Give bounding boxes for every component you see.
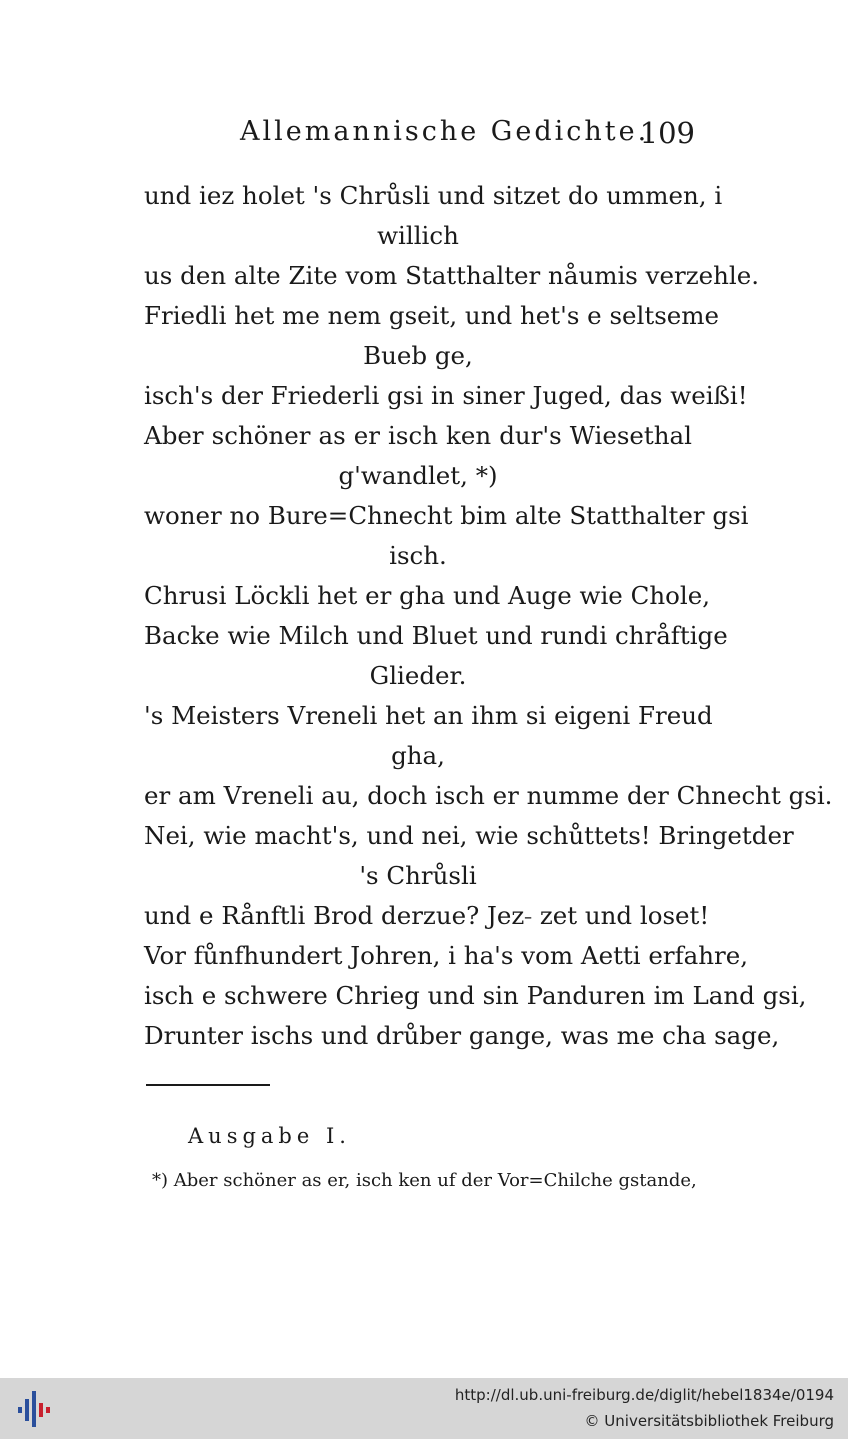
footnote-text: *) Aber schöner as er, isch ken uf der Vor=Chilche gstande, bbox=[152, 1170, 697, 1191]
verse-line: isch e schwere Chrieg und sin Panduren im Land gsi, bbox=[144, 981, 807, 1010]
edition-label: Ausgabe I. bbox=[188, 1124, 351, 1148]
page-number: 109 bbox=[639, 116, 695, 150]
verse-line-continuation: 's Chrůsli bbox=[359, 861, 477, 890]
verse-line: und e Rånftli Brod derzue? Jez ̵ zet und loset! bbox=[144, 901, 710, 930]
verse-line: Drunter ischs und drůber gange, was me cha sage, bbox=[144, 1021, 780, 1050]
verse-line: isch's der Friederli gsi in siner Juged, das weißi! bbox=[144, 381, 748, 410]
verse-line-continuation: Glieder. bbox=[369, 661, 467, 690]
verse-line: und iez holet 's Chrůsli und sitzet do ummen, i bbox=[144, 181, 723, 210]
ub-freiburg-logo-icon[interactable] bbox=[14, 1389, 54, 1429]
verse-line-continuation: willich bbox=[377, 221, 459, 250]
verse-line: er am Vreneli au, doch isch er numme der Chnecht gsi. bbox=[144, 781, 833, 810]
footer-bar bbox=[0, 1378, 848, 1439]
verse-line: Nei, wie macht's, und nei, wie schůttets! Bringetder bbox=[144, 821, 794, 850]
verse-line: 's Meisters Vreneli het an ihm si eigeni Freud bbox=[144, 701, 713, 730]
verse-line: woner no Bure=Chnecht bim alte Statthalter gsi bbox=[144, 501, 749, 530]
verse-line: Chrusi Löckli het er gha und Auge wie Chole, bbox=[144, 581, 710, 610]
verse-line: Vor fůnfhundert Johren, i ha's vom Aetti erfahre, bbox=[144, 941, 749, 970]
verse-line: Friedli het me nem gseit, und het's e seltseme bbox=[144, 301, 720, 330]
verse-line-continuation: gha, bbox=[391, 741, 445, 770]
verse-line-continuation: Bueb ge, bbox=[363, 341, 473, 370]
verse-line: Aber schöner as er isch ken dur's Wiesethal bbox=[144, 421, 692, 450]
permalink-url[interactable]: http://dl.ub.uni-freiburg.de/diglit/hebel1834e/0194 bbox=[454, 1386, 834, 1404]
verse-line-continuation: isch. bbox=[389, 541, 447, 570]
verse-line: Backe wie Milch und Bluet und rundi chråftige bbox=[144, 621, 728, 650]
footnote-rule bbox=[146, 1084, 270, 1086]
verse-line-continuation: g'wandlet, *) bbox=[338, 461, 498, 490]
page-header bbox=[240, 112, 695, 156]
running-title: Allemannische Gedichte. bbox=[240, 116, 650, 147]
copyright-notice: © Universitätsbibliothek Freiburg bbox=[584, 1412, 834, 1430]
verse-line: us den alte Zite vom Statthalter nåumis verzehle. bbox=[144, 261, 760, 290]
